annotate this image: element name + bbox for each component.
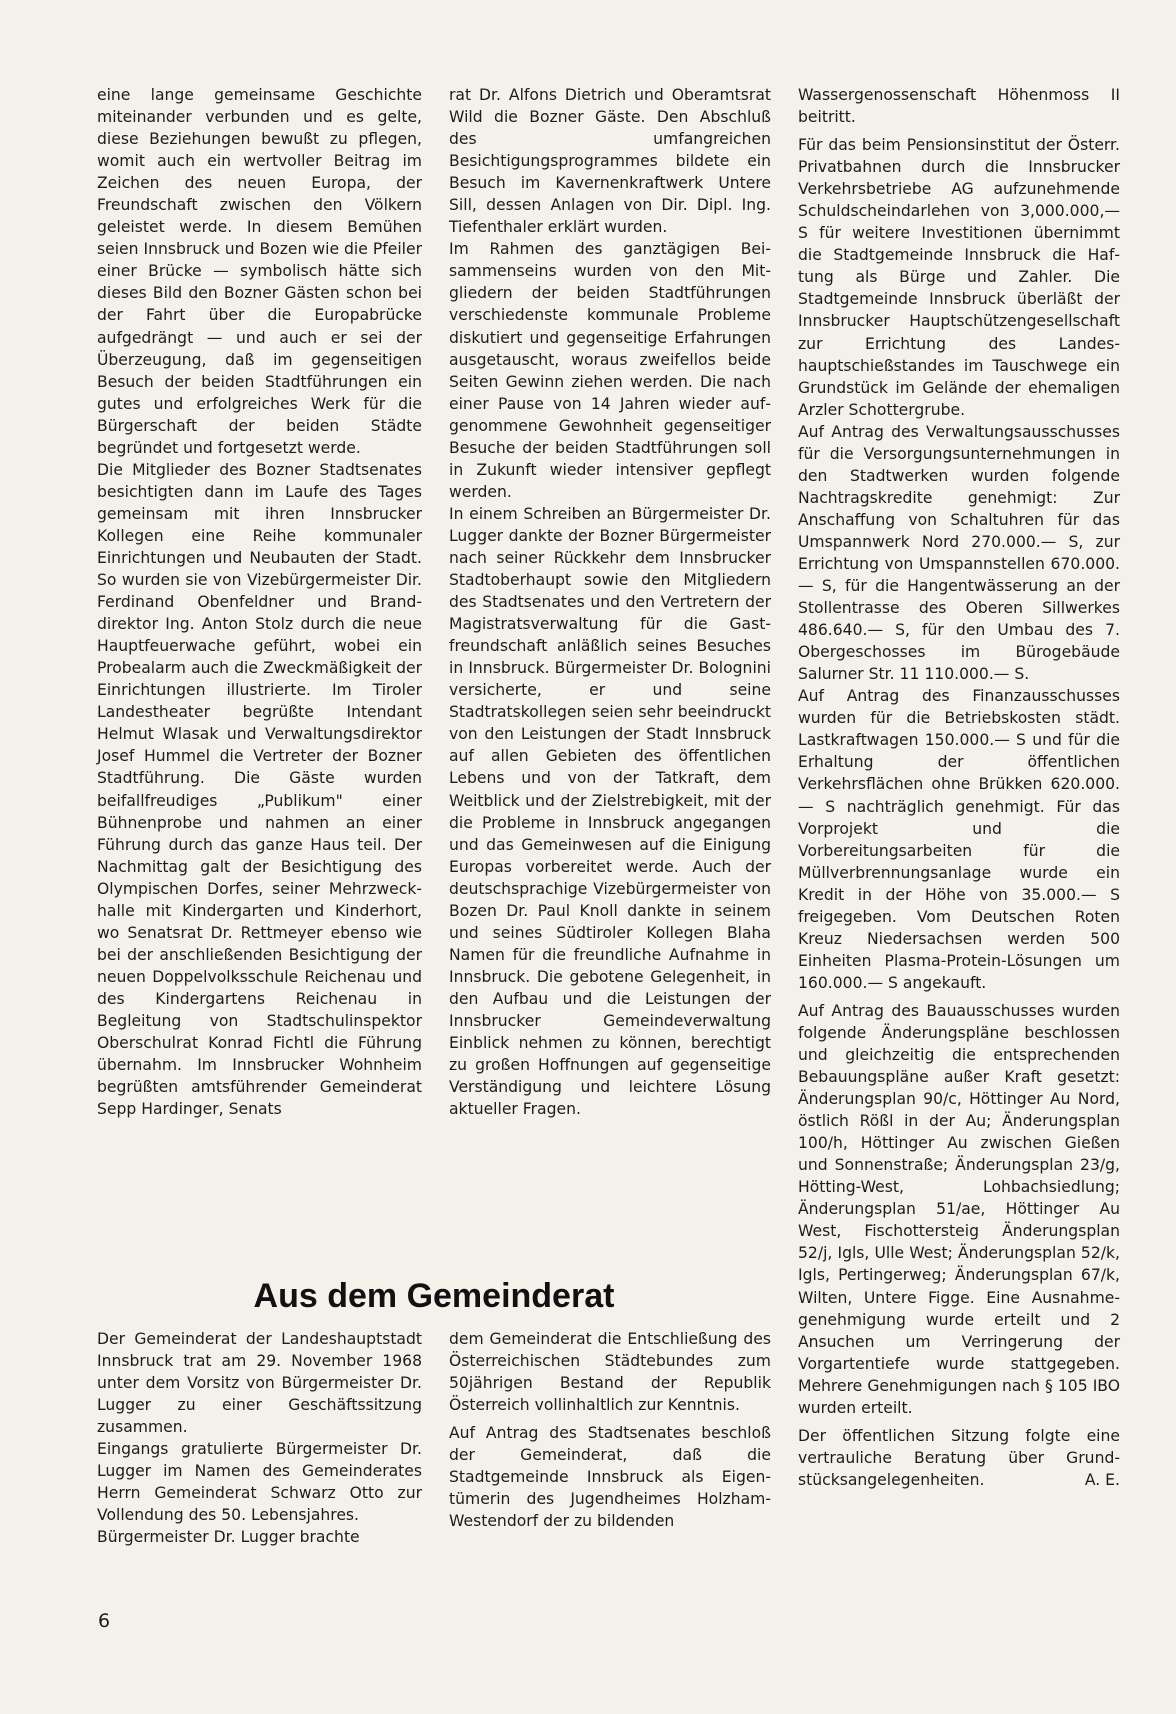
article-top-column-2	[449, 84, 771, 1120]
paragraph: In einem Schreiben an Bürgermeister Dr. Lugger dankte der Bozner Bürgermeister nach seiner Rückkehr dem Innsbrucker Stadtoberhaupt sowie den Mitgliedern des Stadtsenates und den Vertretern der Magistratsverwaltung für die Gastfreundschaft anläßlich seines Besuches in Innsbruck. Bürgermeister Dr. Bolognini versicherte, er und seine Stadtratskollegen seien sehr beeindruckt von den Leistungen der Stadt Innsbruck auf allen Gebieten des öffentlichen Lebens und von der Tatkraft, dem Weitblick und der Zielstrebigkeit, mit der die Probleme in Innsbruck angegangen und das Gemeinwesen auf die Einigung Europas vorbereitet werde. Auch der deutschsprachige Vizebürgermeister von Bozen Dr. Paul Knoll dankte in seinem und seines Südtiroler Kollegen Blaha Namen für die freundliche Aufnahme in Innsbruck. Die gebotene Gelegenheit, in den Aufbau und die Leistungen der Innsbrucker Gemeindeverwaltung Einblick nehmen zu können, berechtigt zu großen Hoffnungen auf gegenseitige Verständigung und leichtere Lösung aktueller Fragen.	[449, 504, 771, 1119]
paragraph: Für das beim Pensionsinstitut der Österr. Privatbahnen durch die Innsbrucker Verkehrsbetriebe AG aufzunehmende Schuldscheindarlehen von 3,000.000,— S für weitere Investitionen übernimmt die Stadtgemeinde Innsbruck die Haftung als Bürge und Zahler. Die Stadtgemeinde Innsbruck überläßt der Innsbrucker Hauptschützengesellschaft zur Errichtung des Landeshauptschießstandes im Tauschwege ein Grundstück im Gelände der ehemaligen Arzler Schottergrube.	[798, 136, 1120, 419]
article-bottom-column-1	[97, 1328, 422, 1548]
paragraph	[798, 1425, 1120, 1491]
article-bottom-column-3	[798, 84, 1120, 1491]
paragraph: Auf Antrag des Finanzausschusses wurden für die Betriebskosten städt. Lastkraftwagen 150.000.— S und für die Erhaltung der öffentlichen Verkehrsflächen ohne Brükken 620.000.— S nachträglich genehmigt. Für das Vorprojekt und die Vorbereitungsarbeiten für die Müllverbrennungsanlage wurde ein Kredit in der Höhe von 35.000.— S freigegeben. Vom Deutschen Roten Kreuz Niedersachsen werden 500 Einheiten Plasma-Protein-Lösungen um 160.000.— S angekauft.	[798, 687, 1120, 992]
paragraph: rat Dr. Alfons Dietrich und Oberamtsrat Wild die Bozner Gäste. Den Abschluß des umfangreichen Besichtigungsprogrammes bildete ein Besuch im Kavernenkraftwerk Untere Sill, dessen Anlagen von Dir. Dipl. Ing. Tiefenthaler erklärt wurden.	[449, 86, 771, 237]
article-top-column-1	[97, 84, 422, 1120]
paragraph: Auf Antrag des Verwaltungsausschusses für die Versorgungsunternehmungen in den Stadtwerken wurden folgende Nachtragskredite genehmigt: Zur Anschaffung von Schaltuhren für das Umspannwerk Nord 270.000.— S, zur Errichtung von Umspannstellen 670.000.— S, für die Hangentwässerung an der Stollentrasse des Oberen Sillwerkes 486.640.— S, für den Umbau des 7. Obergeschosses im Bürogebäude Salurner Str. 11 110.000.— S.	[798, 422, 1120, 684]
paragraph-text: Der öffentlichen Sitzung folgte eine vertrauliche Beratung über Grundstücksangelegenheiten.	[798, 1426, 1120, 1489]
paragraph: dem Gemeinderat die Entschließung des Österreichischen Städtebundes zum 50jährigen Bestand der Republik Österreich vollinhaltlich zur Kenntnis.	[449, 1330, 771, 1415]
paragraph: Im Rahmen des ganztägigen Beisammenseins wurden von den Mitgliedern der beiden Stadtführungen verschiedenste kommunale Probleme diskutiert und gegenseitige Erfahrungen ausgetauscht, woraus zweifellos beide Seiten Gewinn ziehen werden. Die nach einer Pause von 14 Jahren wieder aufgenommene Gewohnheit gegenseitiger Besuche der beiden Stadtführungen soll in Zukunft wieder intensiver gepflegt werden.	[449, 240, 771, 501]
paragraph: Auf Antrag des Bauausschusses wurden folgende Änderungspläne beschlossen und gleichzeitig die entsprechenden Bebauungspläne außer Kraft gesetzt: Änderungsplan 90/c, Höttinger Au Nord, östlich Rößl in der Au; Änderungsplan 100/h, Höttinger Au zwischen Gießen und Sonnenstraße; Änderungsplan 23/g, Hötting-West, Lohbachsiedlung; Änderungsplan 51/ae, Höttinger Au West, Fischottersteig Änderungsplan 52/j, Igls, Ulle West; Änderungsplan 52/k, Igls, Pertingerweg; Änderungsplan 67/k, Wilten, Untere Figge. Eine Ausnahmegenehmigung wurde erteilt und 2 Ansuchen um Verringerung der Vorgartentiefe wurde stattgegeben. Mehrere Genehmigungen nach § 105 IBO wurden erteilt.	[798, 1001, 1120, 1417]
paragraph: Bürgermeister Dr. Lugger brachte	[97, 1528, 360, 1547]
author-signature: A. E.	[1084, 1470, 1120, 1489]
paragraph: Die Mitglieder des Bozner Stadtsenates besichtigten dann im Laufe des Tages gemeinsam mit ihren Innsbrucker Kollegen eine Reihe kommunaler Einrichtungen und Neubauten der Stadt. So wurden sie von Vizebürgermeister Dir. Ferdinand Obenfeldner und Branddirektor Ing. Anton Stolz durch die neue Hauptfeuerwache geführt, wobei ein Probealarm auch die Zweckmäßigkeit der Einrichtungen illustrierte. Im Tiroler Landestheater begrüßte Intendant Helmut Wlasak und Verwaltungsdirektor Josef Hummel die Vertreter der Bozner Stadtführung. Die Gäste wurden beifallfreudiges „Publikum" einer Bühnenprobe und nahmen an einer Führung durch das ganze Haus teil. Der Nachmittag galt der Besichtigung des Olympischen Dorfes, seiner Mehrzweckhalle mit Kindergarten und Kinderhort, wo Senatsrat Dr. Rettmeyer ebenso wie bei der anschließenden Besichtigung der neuen Doppelvolksschule Reichenau und des Kindergartens Reichenau in Begleitung von Stadtschulinspektor Oberschulrat Konrad Fichtl die Führung übernahm. Im Innsbrucker Wohnheim begrüßten amtsführender Gemeinderat Sepp Hardinger, Senats	[97, 460, 422, 1119]
paragraph: Der Gemeinderat der Landeshauptstadt Innsbruck trat am 29. November 1968 unter dem Vorsitz von Bürgermeister Dr. Lugger zu einer Geschäftssitzung zusammen.	[97, 1330, 422, 1437]
page-number: 6	[98, 1610, 111, 1632]
article-bottom-column-2	[449, 1328, 771, 1532]
paragraph: Eingangs gratulierte Bürgermeister Dr. Lugger im Namen des Gemeinderates Herrn Gemeinderat Schwarz Otto zur Vollendung des 50. Lebensjahres.	[97, 1440, 422, 1525]
paragraph: Wassergenossenschaft Höhenmoss II beitritt.	[798, 86, 1120, 127]
paragraph: eine lange gemeinsame Geschichte miteinander verbunden und es gelte, diese Beziehungen bewußt zu pflegen, womit auch ein wertvoller Beitrag im Zeichen des neuen Europa, der Freundschaft zwischen den Völkern geleistet werde. In diesem Bemühen seien Innsbruck und Bozen wie die Pfeiler einer Brücke — symbolisch hätte sich dieses Bild den Bozner Gästen schon bei der Fahrt über die Europabrücke aufgedrängt — und auch er sei der Überzeugung, daß im gegenseitigen Besuch der beiden Stadtführungen ein gutes und erfolgreiches Werk für die Bürgerschaft der beiden Städte begründet und fortgesetzt werde.	[97, 86, 422, 457]
paragraph: Auf Antrag des Stadtsenates beschloß der Gemeinderat, daß die Stadtgemeinde Innsbruck als Eigentümerin des Jugendheimes Holzham-Westendorf der zu bildenden	[449, 1424, 771, 1531]
section-heading: Aus dem Gemeinderat	[253, 1277, 615, 1315]
